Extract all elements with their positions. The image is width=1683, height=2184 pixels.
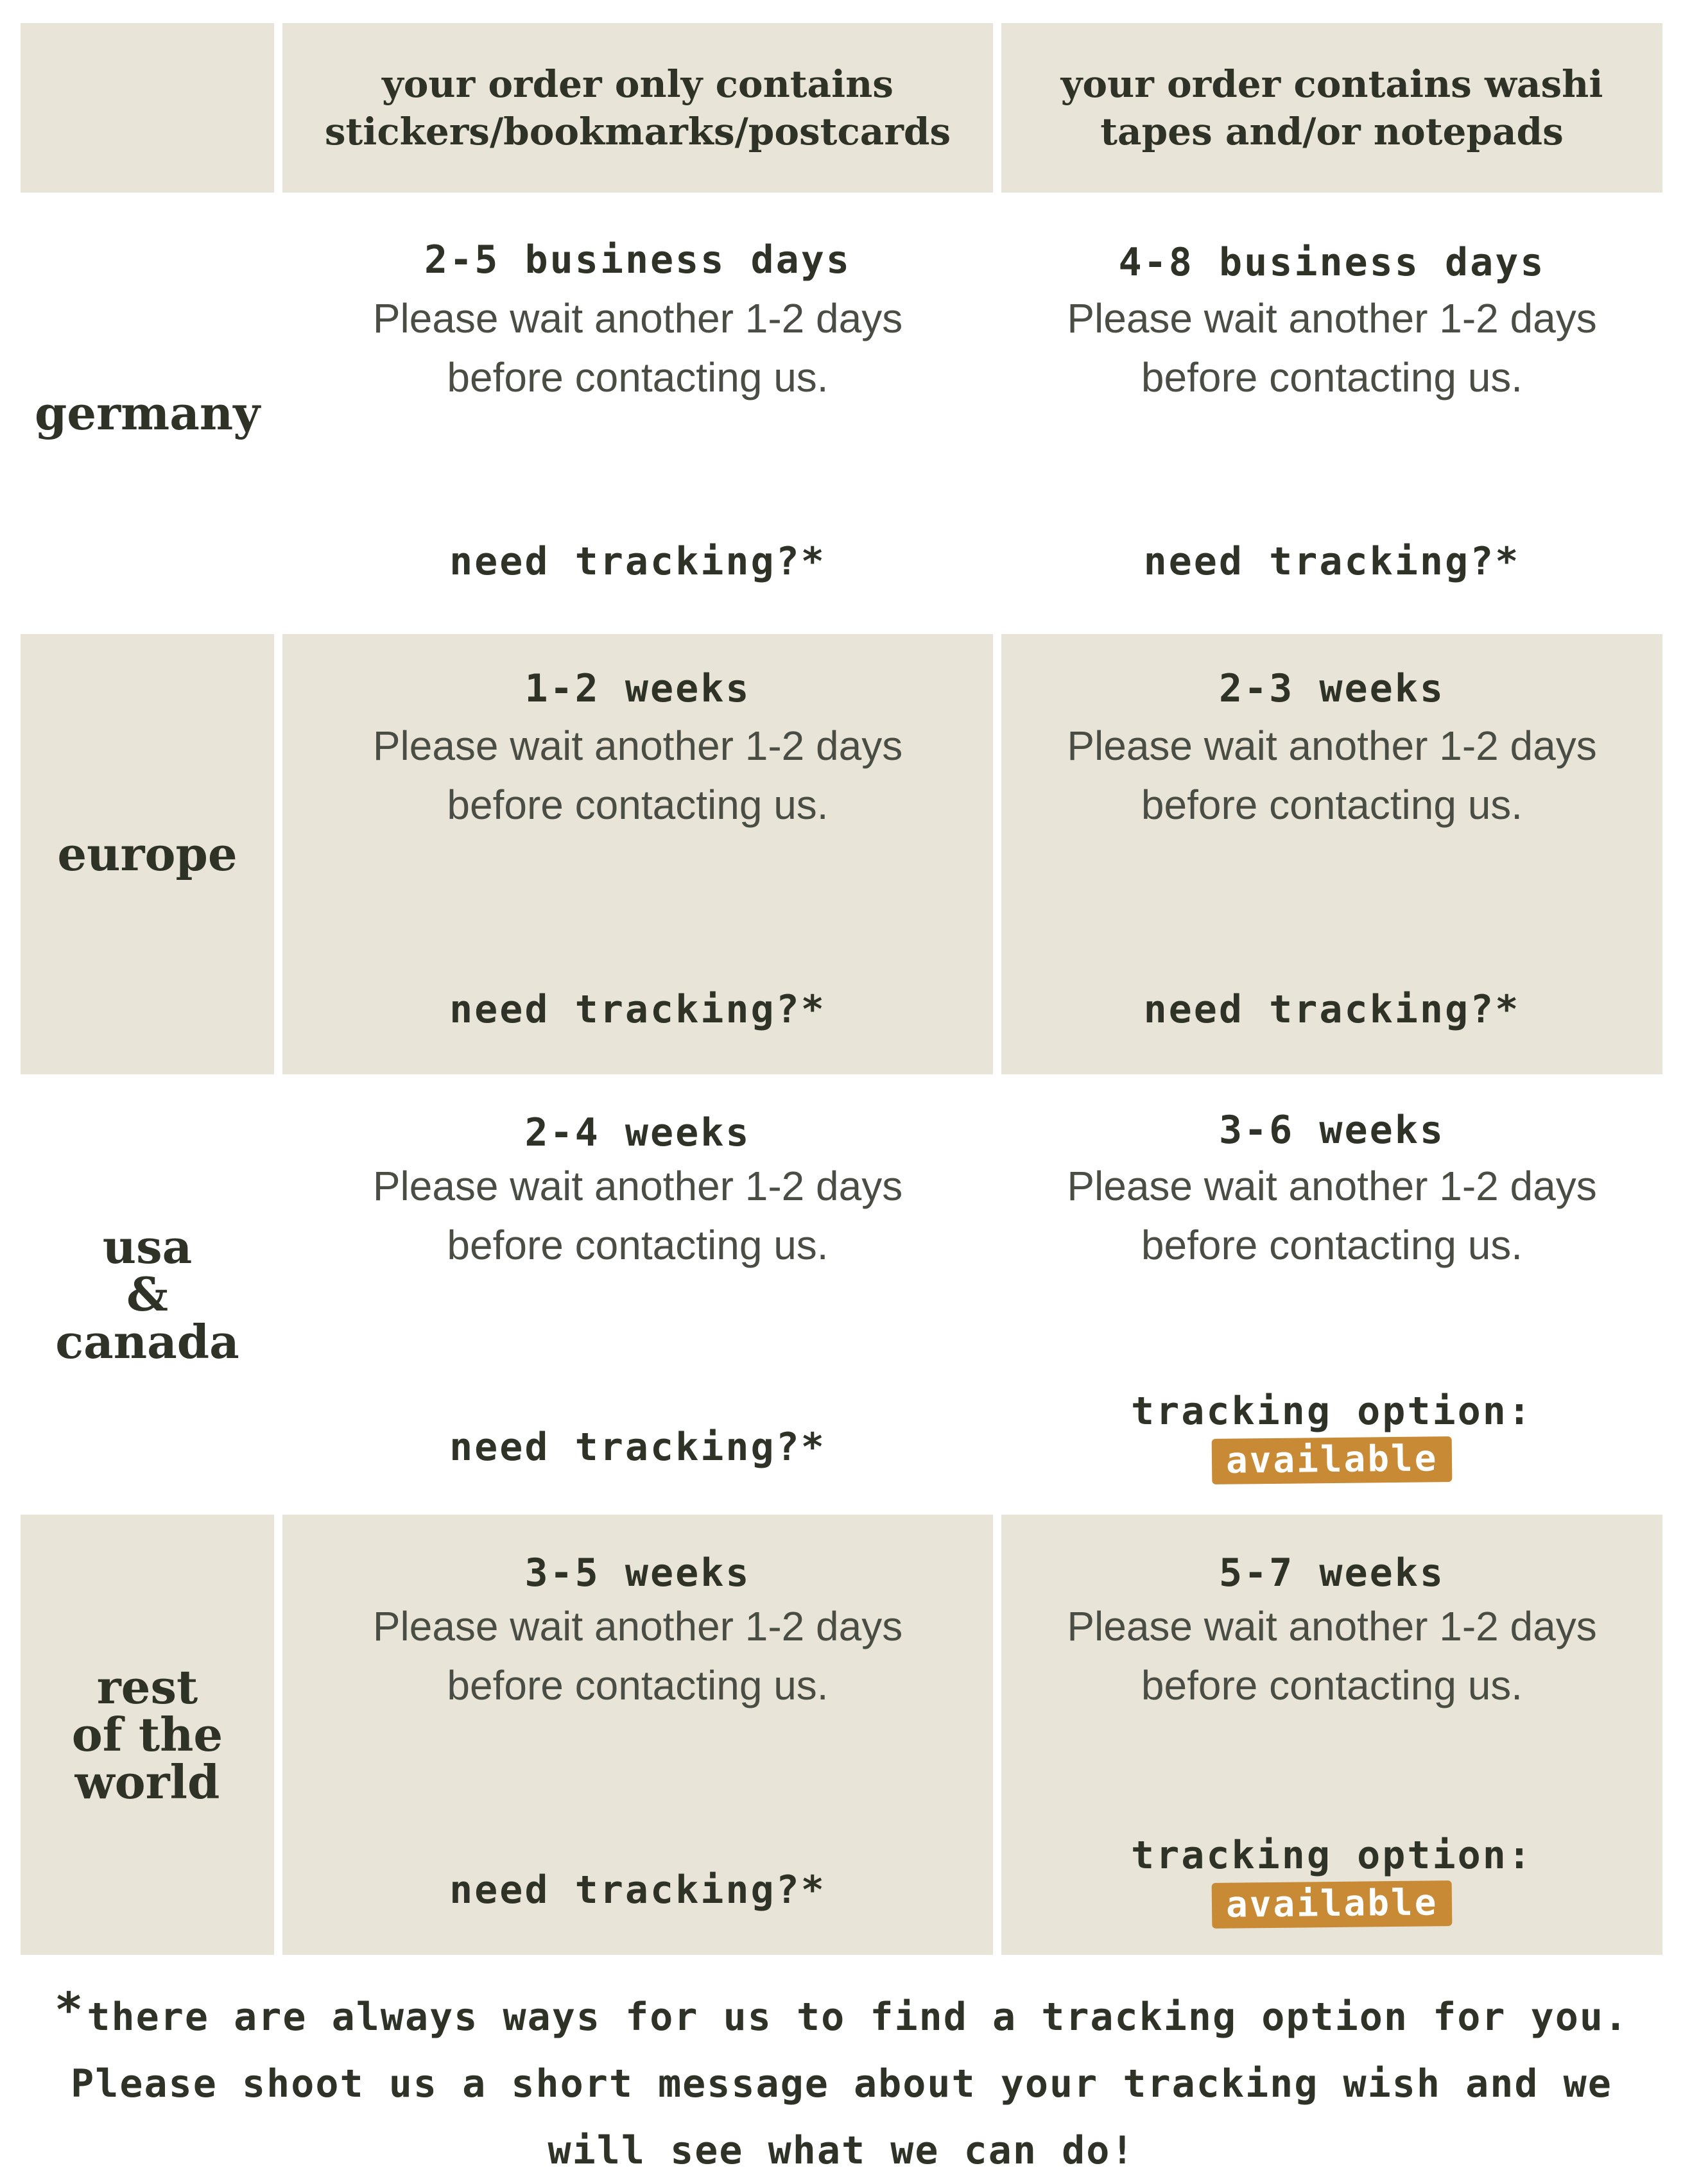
wait-note-line2: before contacting us. [1141,1222,1523,1268]
tracking-link[interactable]: need tracking?* [449,539,826,584]
cell-europe-stickers [282,634,993,1074]
cell-europe-washi [1001,634,1662,1074]
tracking-link[interactable]: need tracking?* [1143,539,1521,584]
footer-line3: will see what we can do! [548,2128,1135,2173]
delivery-time: 3-6 weeks [1218,1108,1446,1153]
wait-note-line1: Please wait another 1-2 days [1067,1163,1597,1209]
region-germany [21,193,274,634]
wait-note-line2: before contacting us. [1141,354,1523,400]
tracking-option [1001,1389,1662,1483]
wait-note-line1: Please wait another 1-2 days [1067,295,1597,341]
delivery-time: 1-2 weeks [524,666,751,711]
tracking-link[interactable]: need tracking?* [449,1868,826,1913]
footer-line1 [19,1977,1664,2051]
header-col-stickers [282,23,993,193]
region-label: rest of the world [71,1660,223,1809]
cell-rest-of-world-washi [1001,1515,1662,1955]
cell-germany-stickers [282,193,993,634]
tracking-option-label: tracking option: [1131,1389,1533,1434]
region-label: germany [34,386,261,440]
available-badge: available [1211,1436,1452,1484]
wait-note-line1: Please wait another 1-2 days [372,723,903,769]
wait-note-line1: Please wait another 1-2 days [1067,723,1597,769]
delivery-time: 2-3 weeks [1218,666,1446,711]
wait-note-line2: before contacting us. [447,1222,829,1268]
header-col-washi-text: your order contains washi tapes and/or notepads [1060,62,1603,153]
available-badge: available [1211,1880,1452,1929]
wait-note-line2: before contacting us. [447,782,829,828]
region-rest-of-world [21,1515,274,1955]
region-label: usa & canada [55,1219,239,1369]
delivery-time: 4-8 business days [1118,240,1546,285]
tracking-link[interactable]: need tracking?* [1143,987,1521,1032]
delivery-time: 3-5 weeks [524,1551,751,1595]
tracking-option [1001,1833,1662,1927]
wait-note-line2: before contacting us. [447,1662,829,1708]
cell-usa-canada-stickers [282,1074,993,1515]
region-usa-canada [21,1074,274,1515]
tracking-link[interactable]: need tracking?* [449,1425,826,1470]
wait-note-line1: Please wait another 1-2 days [372,1603,903,1649]
cell-usa-canada-washi [1001,1074,1662,1515]
tracking-link[interactable]: need tracking?* [449,987,826,1032]
header-col-washi [1001,23,1662,193]
delivery-time: 5-7 weeks [1218,1551,1446,1595]
asterisk: * [54,1982,85,2038]
delivery-time: 2-5 business days [424,237,852,282]
header-col-stickers-text: your order only contains stickers/bookmarks/postcards [324,62,951,153]
delivery-time: 2-4 weeks [524,1110,751,1155]
cell-germany-washi [1001,193,1662,634]
footer-line2: Please shoot us a short message about your tracking wish and we [71,2061,1612,2106]
wait-note-line1: Please wait another 1-2 days [1067,1603,1597,1649]
wait-note-line1: Please wait another 1-2 days [372,1163,903,1209]
tracking-option-label: tracking option: [1131,1833,1533,1878]
wait-note-line2: before contacting us. [1141,1662,1523,1708]
region-europe [21,634,274,1074]
region-label: europe [57,827,237,881]
wait-note-line2: before contacting us. [1141,782,1523,828]
footer-note [19,1977,1664,2184]
cell-rest-of-world-stickers [282,1515,993,1955]
wait-note-line1: Please wait another 1-2 days [372,295,903,341]
footer-line1-text: there are always ways for us to find a tracking option for you. [87,1995,1629,2040]
wait-note-line2: before contacting us. [447,354,829,400]
header-corner [21,23,274,193]
